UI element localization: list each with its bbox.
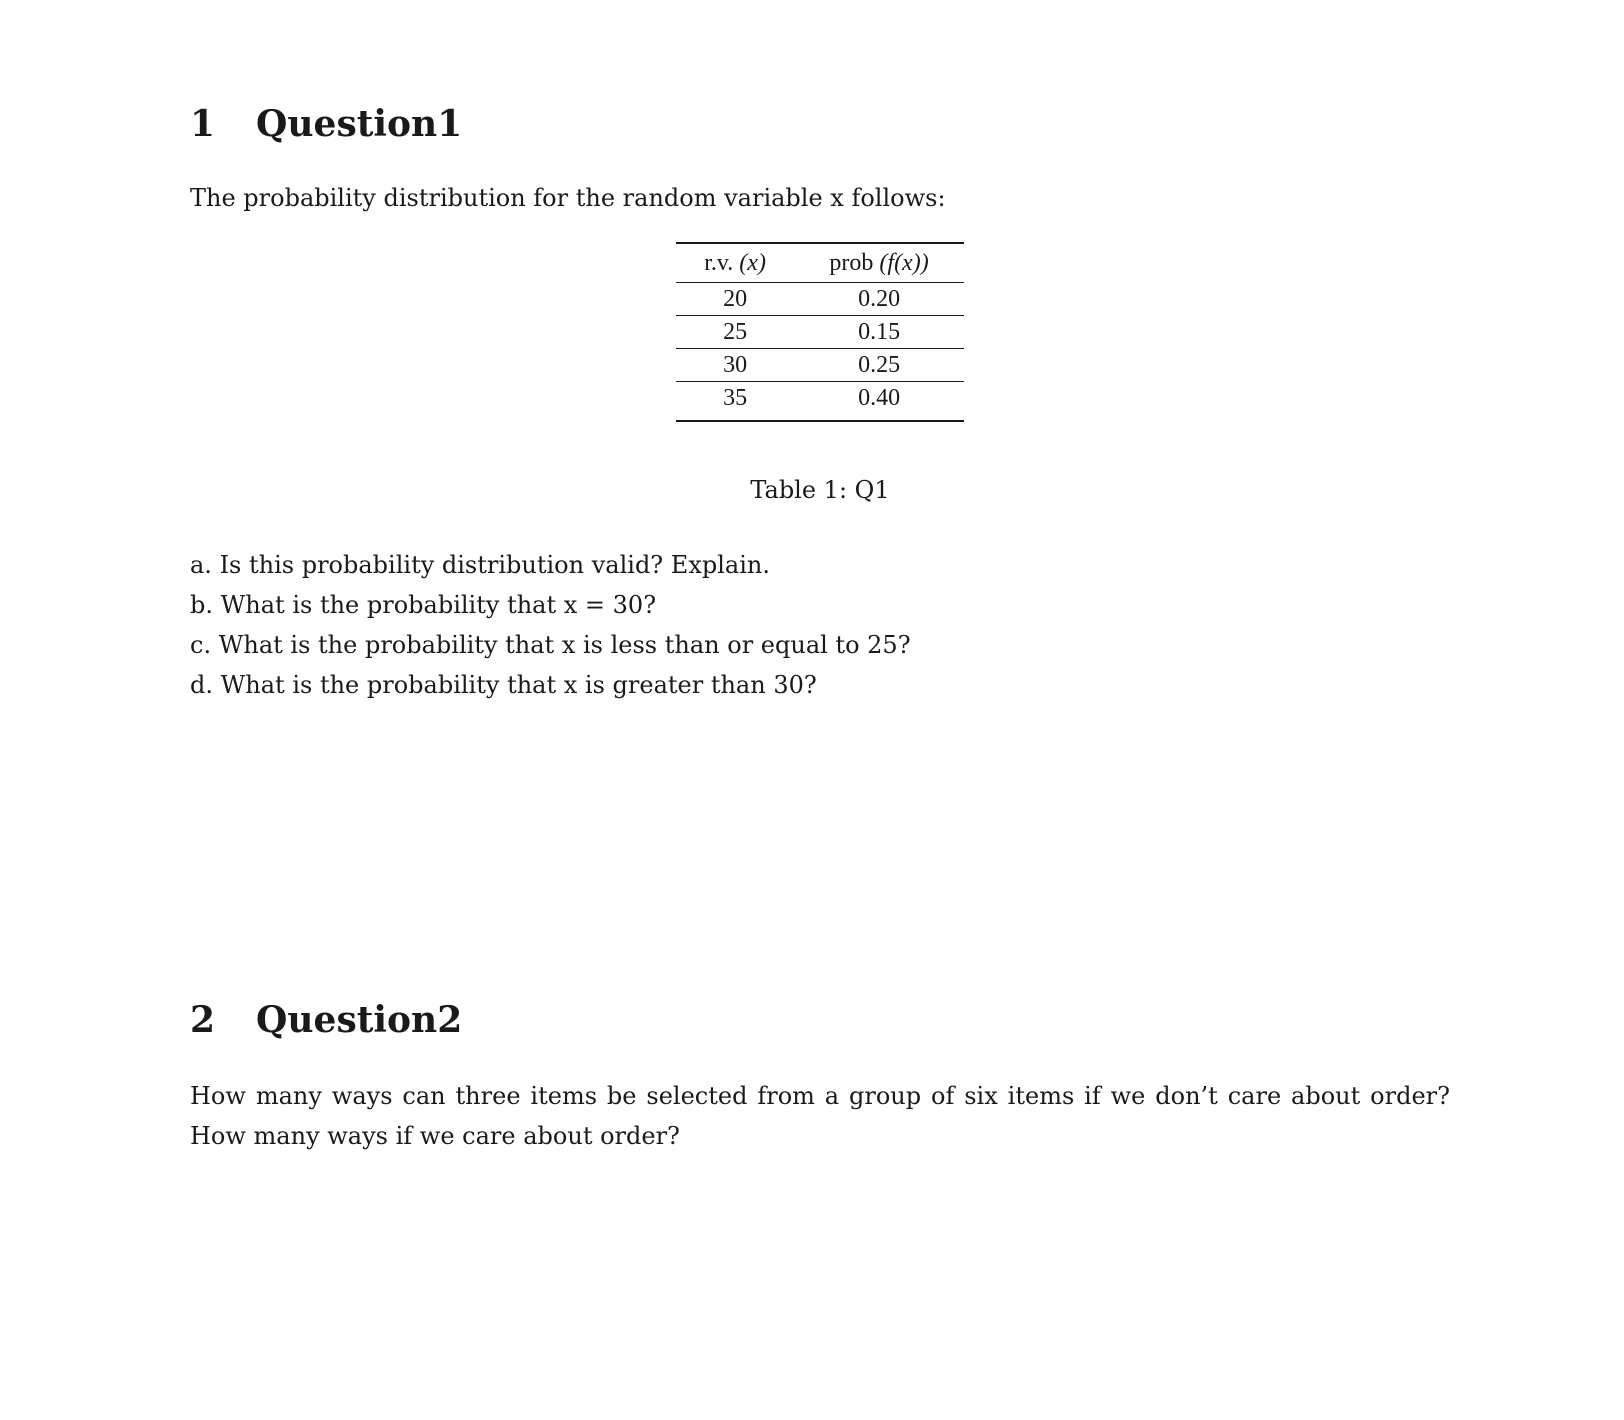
header-prob: prob (f(x)) xyxy=(794,243,964,283)
table-row xyxy=(676,283,964,316)
cell-prob: 0.40 xyxy=(858,385,901,411)
table-row xyxy=(676,382,964,422)
table-caption: Table 1: Q1 xyxy=(750,476,890,504)
question-b: b. What is the probability that x = 30? xyxy=(190,591,657,619)
cell-x: 35 xyxy=(723,385,748,411)
table-row xyxy=(676,316,964,349)
question-c: c. What is the probability that x is less than or equal to 25? xyxy=(190,631,911,659)
cell-x: 25 xyxy=(723,319,748,345)
section-1-number: 1 xyxy=(190,103,216,145)
section-1-title: Question1 xyxy=(256,103,463,145)
question-list xyxy=(190,545,911,705)
cell-x: 30 xyxy=(723,352,748,378)
cell-x: 20 xyxy=(723,286,748,312)
header-rv: r.v. (x) xyxy=(676,243,794,283)
cell-prob: 0.20 xyxy=(858,286,901,312)
section-2-heading xyxy=(190,998,462,1042)
question-d: d. What is the probability that x is greater than 30? xyxy=(190,671,817,699)
section-1-intro: The probability distribution for the random variable x follows: xyxy=(190,184,946,212)
section-2-number: 2 xyxy=(190,999,216,1041)
cell-prob: 0.15 xyxy=(858,319,901,345)
question-a: a. Is this probability distribution valid? Explain. xyxy=(190,551,770,579)
table-row xyxy=(676,349,964,382)
section-2-title: Question2 xyxy=(256,999,463,1041)
section-1-heading xyxy=(190,102,462,146)
section-2-text: How many ways can three items be selected from a group of six items if we don’t care about order? How many ways if we care about order? xyxy=(190,1082,1450,1150)
probability-table xyxy=(676,242,964,422)
cell-prob: 0.25 xyxy=(858,352,901,378)
